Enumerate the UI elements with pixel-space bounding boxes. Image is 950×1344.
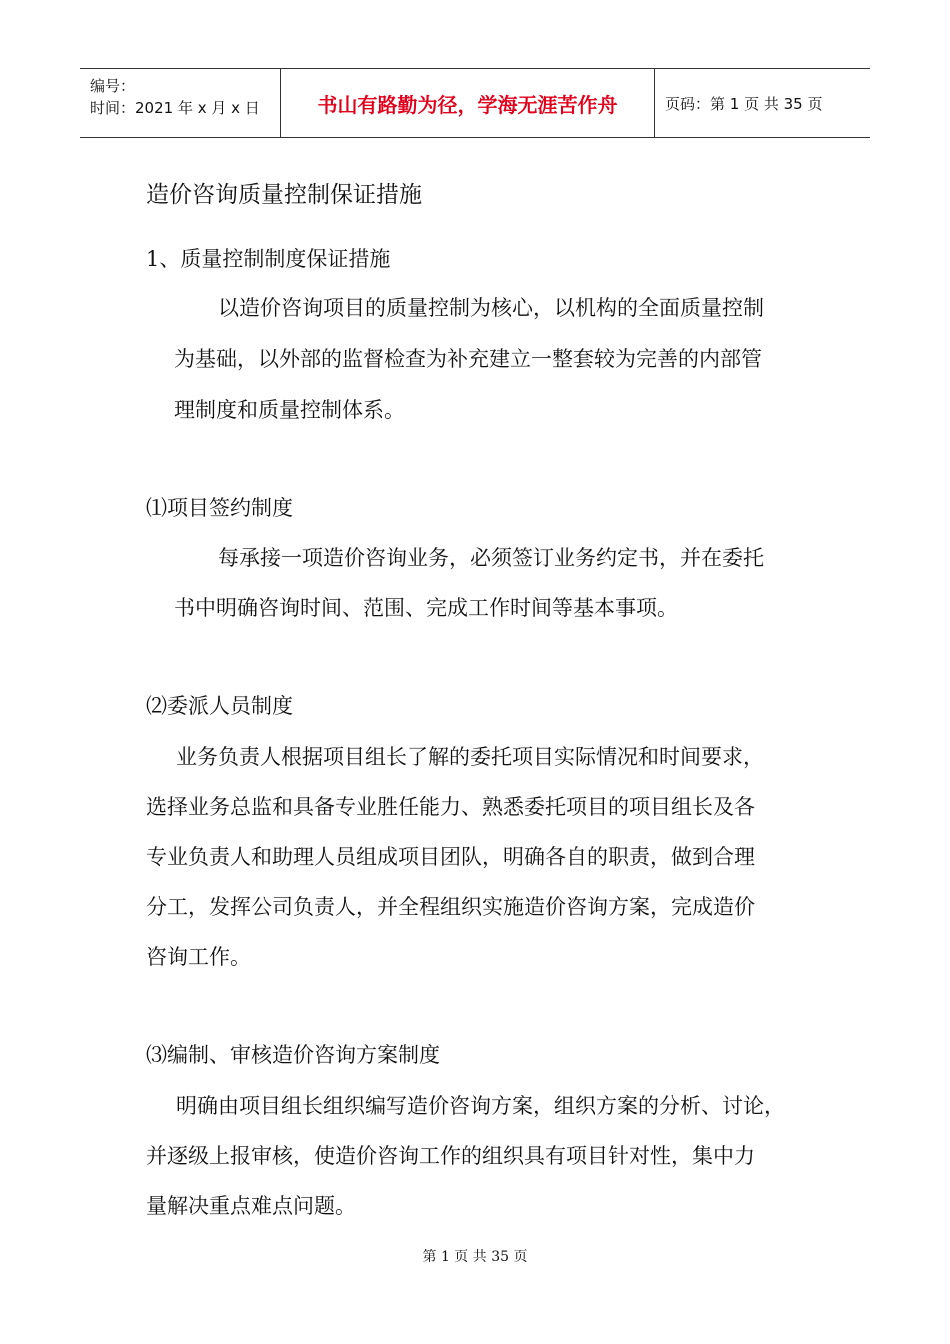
sub3-line: 量解决重点难点问题。 [146,1194,356,1218]
header-motto-cell [281,69,655,137]
header-meta-cell [80,69,281,137]
serial-label: 编号： [90,77,136,95]
section1-heading: 1、质量控制制度保证措施 [146,247,391,271]
date-label: 时间：2021 年 x 月 x 日 [90,99,260,117]
sub3-heading: ⑶编制、审核造价咨询方案制度 [146,1043,440,1067]
sub3-line: 明确由项目组长组织编写造价咨询方案，组织方案的分析、讨论， [176,1094,785,1118]
sub2-line: 咨询工作。 [146,945,251,969]
section1-line: 为基础，以外部的监督检查为补充建立一整套较为完善的内部管 [174,347,762,371]
sub2-line: 分工，发挥公司负责人，并全程组织实施造价咨询方案，完成造价 [146,895,755,919]
header-page-cell [655,69,870,137]
page-header [80,68,870,138]
sub2-line: 专业负责人和助理人员组成项目团队，明确各自的职责，做到合理 [146,845,755,869]
header-motto: 书山有路勤为径，学海无涯苦作舟 [317,92,618,117]
sub1-line: 每承接一项造价咨询业务，必须签订业务约定书，并在委托 [218,546,764,570]
footer-page-number: 第 1 页 共 35 页 [422,1249,528,1265]
sub1-heading: ⑴项目签约制度 [146,496,293,520]
sub2-line: 业务负责人根据项目组长了解的委托项目实际情况和时间要求， [176,745,764,769]
sub1-line: 书中明确咨询时间、范围、完成工作时间等基本事项。 [174,596,678,620]
sub3-line: 并逐级上报审核，使造价咨询工作的组织具有项目针对性，集中力 [146,1144,755,1168]
page-footer [0,1246,950,1266]
sub2-line: 选择业务总监和具备专业胜任能力、熟悉委托项目的项目组长及各 [146,795,755,819]
sub2-heading: ⑵委派人员制度 [146,694,293,718]
header-page-label: 页码：第 1 页 共 35 页 [665,94,823,113]
section1-line: 以造价咨询项目的质量控制为核心，以机构的全面质量控制 [218,296,764,320]
section1-line: 理制度和质量控制体系。 [174,398,405,422]
document-title: 造价咨询质量控制保证措施 [146,182,422,208]
